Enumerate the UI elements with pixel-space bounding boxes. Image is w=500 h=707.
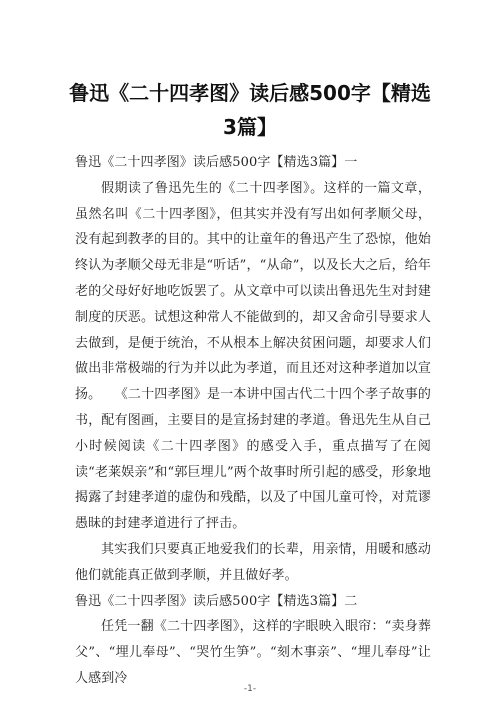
page-number: -1-: [243, 684, 257, 694]
section-2-paragraph-1: 任凭一翻《二十四孝图》，这样的字眼映入眼帘：“卖身葬父”、“埋儿奉母”、“哭竹生笋”。“刻木事亲”、“埋儿奉母”让人感到冷: [75, 619, 431, 686]
title-line-1: 鲁迅《二十四孝图》读后感500字【精选: [69, 81, 431, 105]
section-1-paragraph-2: 其实我们只要真正地爱我们的长辈，用亲情，用暖和感动他们就能真正做到孝顺，并且做好孝。: [75, 541, 431, 583]
document-title: [40, 76, 460, 144]
section-1-paragraph-1: 假期读了鲁迅先生的《二十四孝图》。这样的一篇文章，虽然名叫《二十四孝图》，但其实并没有写出如何孝顺父母，没有起到教孝的目的。其中的让童年的鲁迅产生了恐惊，他始终认为孝顺父母无非是“听话”，“从命”，以及长大之后，给年老的父母好好地吃饭罢了。从文章中可以读出鲁迅先生对封建制度的厌恶。试想这种常人不能做到的，却又舍命引导要求人去做到，是便于统治，不从根本上解决贫困问题，却要求人们做出非常极端的行为并以此为孝道，而且还对这种孝道加以宣扬。 《二十四孝图》是一本讲中国古代二十四个孝子故事的书，配有图画，主要目的是宣扬封建的孝道。鲁迅先生从自己小时候阅读《二十四孝图》的感受入手，重点描写了在阅读“老莱娱亲”和“郭巨埋儿”两个故事时所引起的感受，形象地揭露了封建孝道的虚伪和残酷，以及了中国儿童可怜，对荒谬愚昧的封建孝道进行了抨击。: [75, 180, 431, 532]
section-1-heading: 鲁迅《二十四孝图》读后感500字【精选3篇】一: [75, 155, 358, 170]
title-line-2: 3篇】: [223, 115, 277, 139]
section-2-heading: 鲁迅《二十四孝图》读后感500字【精选3篇】二: [75, 593, 358, 609]
document-body: [75, 150, 431, 692]
